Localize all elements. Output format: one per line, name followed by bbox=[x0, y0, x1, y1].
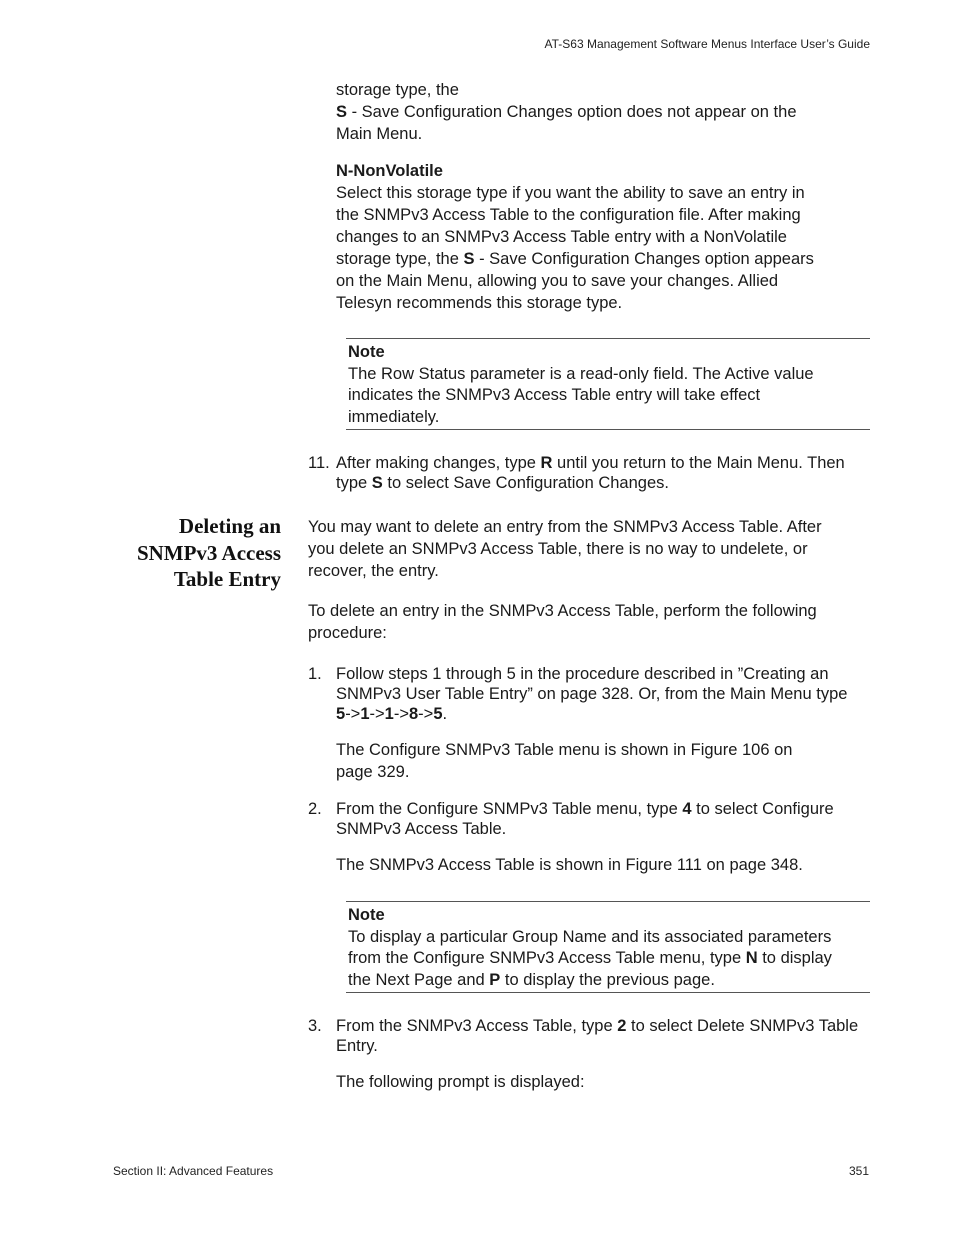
key-s: S bbox=[336, 103, 348, 121]
arrow: -> bbox=[345, 705, 361, 723]
note-line bbox=[348, 970, 870, 992]
section-heading bbox=[137, 513, 281, 593]
nonvolatile-line: the SNMPv3 Access Table to the configuration file. After making bbox=[336, 206, 801, 224]
note-line: The Row Status parameter is a read-only field. The Active value bbox=[348, 364, 814, 383]
section-heading-line: Deleting an bbox=[178, 514, 281, 538]
result-line: The Configure SNMPv3 Table menu is shown in Figure 106 on bbox=[336, 741, 793, 759]
step-number: 11. bbox=[308, 454, 330, 472]
key-s: S bbox=[463, 250, 475, 268]
continuation-line-2 bbox=[336, 101, 797, 123]
nonvolatile-block bbox=[336, 160, 814, 314]
step-1 bbox=[308, 664, 878, 724]
nonvolatile-line: Telesyn recommends this storage type. bbox=[336, 294, 623, 312]
period: . bbox=[442, 705, 448, 723]
key: 4 bbox=[682, 800, 692, 818]
step-text: After making changes, type bbox=[336, 454, 541, 472]
nonvolatile-text: - Save Configuration Changes option appears bbox=[474, 250, 814, 268]
note-text: to display the previous page. bbox=[500, 970, 715, 989]
key-s: S bbox=[371, 474, 383, 492]
intro-line: To delete an entry in the SNMPv3 Access Table, perform the following bbox=[308, 602, 817, 620]
step-text: to select Delete SNMPv3 Table bbox=[626, 1017, 859, 1035]
note-line bbox=[348, 948, 870, 970]
continuation-line-1: storage type, the bbox=[336, 81, 459, 99]
continuation-line-3: Main Menu. bbox=[336, 125, 423, 143]
key: 5 bbox=[433, 705, 443, 723]
key: 5 bbox=[336, 705, 346, 723]
step-text: type bbox=[336, 474, 372, 492]
note-box-navigation bbox=[346, 901, 870, 993]
page-number: 351 bbox=[848, 1164, 869, 1178]
step-text: Follow steps 1 through 5 in the procedure described in ”Creating an bbox=[336, 665, 829, 683]
footer-section: Section II: Advanced Features bbox=[113, 1164, 274, 1178]
step-text: to select Save Configuration Changes. bbox=[382, 474, 669, 492]
nonvolatile-line bbox=[336, 248, 814, 270]
running-header: AT-S63 Management Software Menus Interface User’s Guide bbox=[544, 37, 870, 51]
section-heading-line: SNMPv3 Access bbox=[136, 540, 281, 565]
step-2-line-2: SNMPv3 Access Table. bbox=[336, 820, 507, 838]
intro-line: procedure: bbox=[308, 624, 387, 642]
key: 1 bbox=[384, 705, 394, 723]
step-number: 3. bbox=[308, 1017, 322, 1035]
result-line: page 329. bbox=[336, 763, 410, 781]
note-box-row-status bbox=[346, 338, 870, 430]
note-text: to display bbox=[757, 949, 832, 967]
step-text: until you return to the Main Menu. Then bbox=[552, 454, 845, 472]
note-text: the Next Page and bbox=[348, 970, 490, 989]
intro-line: You may want to delete an entry from the SNMPv3 Access Table. After bbox=[308, 518, 822, 536]
step-number: 2. bbox=[308, 800, 322, 818]
arrow: -> bbox=[418, 705, 434, 723]
step-3-line-1 bbox=[308, 1016, 878, 1036]
step-text: to select Configure bbox=[691, 800, 834, 818]
continuation-line-2-text: - Save Configuration Changes option does not appear on the bbox=[347, 103, 797, 121]
arrow: -> bbox=[369, 705, 385, 723]
key: 2 bbox=[617, 1017, 627, 1035]
step-11 bbox=[308, 453, 878, 493]
step-2-result: The SNMPv3 Access Table is shown in Figure 111 on page 348. bbox=[336, 856, 803, 874]
note-line: indicates the SNMPv3 Access Table entry will take effect bbox=[348, 386, 761, 404]
note-text: from the Configure SNMPv3 Access Table menu, type bbox=[348, 949, 746, 967]
step-1-line-1 bbox=[308, 664, 878, 684]
step-11-line-1 bbox=[308, 453, 878, 473]
step-1-key-sequence bbox=[308, 704, 878, 724]
nonvolatile-title: N-NonVolatile bbox=[336, 162, 443, 180]
key-p: P bbox=[489, 970, 501, 989]
note-line: To display a particular Group Name and its associated parameters bbox=[348, 927, 832, 946]
nonvolatile-line: changes to an SNMPv3 Access Table entry with a NonVolatile bbox=[336, 228, 787, 246]
step-3 bbox=[308, 1016, 878, 1056]
step-3-line-2: Entry. bbox=[336, 1037, 378, 1055]
procedure-intro bbox=[308, 600, 817, 644]
nonvolatile-text: storage type, the bbox=[336, 250, 464, 268]
step-1-line-2: SNMPv3 User Table Entry” on page 328. Or, from the Main Menu type bbox=[336, 685, 848, 703]
step-2 bbox=[308, 799, 878, 839]
note-title: Note bbox=[348, 906, 385, 924]
step-number: 1. bbox=[308, 665, 322, 683]
nonvolatile-line: on the Main Menu, allowing you to save your changes. Allied bbox=[336, 272, 779, 290]
intro-line: you delete an SNMPv3 Access Table, there is no way to undelete, or bbox=[308, 540, 808, 558]
section-heading-line: Table Entry bbox=[173, 567, 281, 591]
step-2-line-1 bbox=[308, 799, 878, 819]
nonvolatile-line: Select this storage type if you want the ability to save an entry in bbox=[336, 184, 805, 202]
key: 1 bbox=[360, 705, 370, 723]
note-title: Note bbox=[348, 343, 385, 361]
step-3-result: The following prompt is displayed: bbox=[336, 1073, 585, 1091]
note-line: immediately. bbox=[348, 407, 440, 426]
step-text: From the SNMPv3 Access Table, type bbox=[336, 1017, 618, 1035]
step-1-result bbox=[336, 739, 792, 783]
key-n: N bbox=[745, 949, 758, 967]
step-text: From the Configure SNMPv3 Table menu, type bbox=[336, 800, 683, 818]
intro-line: recover, the entry. bbox=[308, 562, 439, 580]
key: 8 bbox=[408, 705, 419, 723]
arrow: -> bbox=[393, 705, 409, 723]
storage-continuation bbox=[336, 79, 797, 145]
key-r: R bbox=[540, 454, 553, 472]
section-intro bbox=[308, 516, 822, 582]
step-11-line-2 bbox=[308, 473, 878, 493]
